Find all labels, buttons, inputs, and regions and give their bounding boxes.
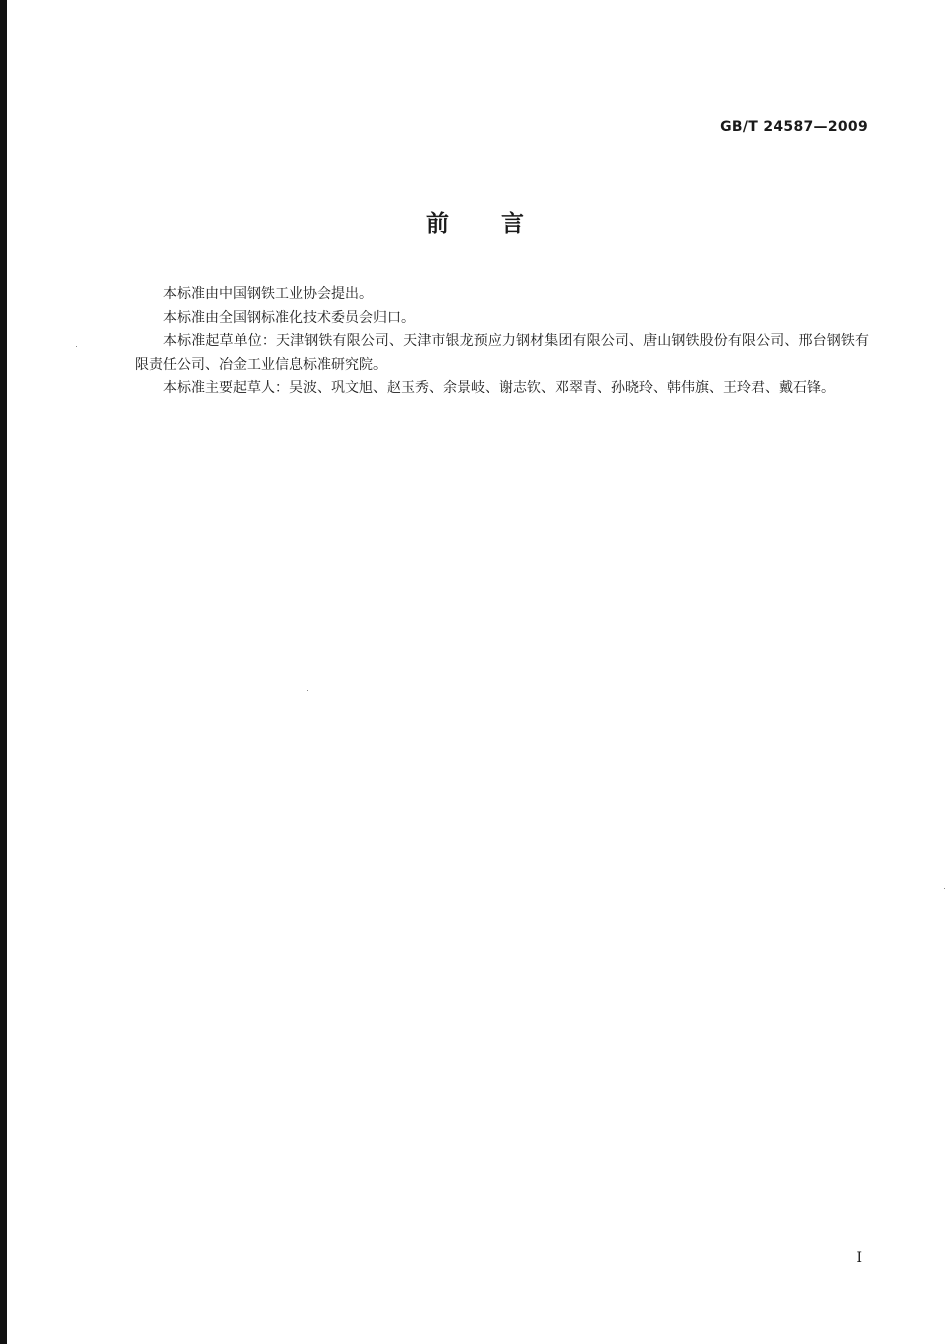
- scan-edge: [0, 0, 7, 1344]
- scan-speck: [76, 346, 77, 347]
- paragraph-committee: 本标准由全国钢标准化技术委员会归口。: [163, 309, 415, 326]
- foreword-body: [135, 283, 869, 401]
- page-number: I: [856, 1250, 862, 1266]
- page-title: 前言: [426, 211, 576, 237]
- scan-speck: [307, 690, 308, 691]
- paragraph-drafting-units: 本标准起草单位：天津钢铁有限公司、天津市银龙预应力钢材集团有限公司、唐山钢铁股份有限公司、邢台钢铁有限责任公司、冶金工业信息标准研究院。: [135, 333, 869, 373]
- scan-speck: [944, 888, 945, 889]
- standard-number: GB/T 24587—2009: [720, 119, 868, 135]
- paragraph-drafters: 本标准主要起草人：吴波、巩文旭、赵玉秀、余景岐、谢志钦、邓翠青、孙晓玲、韩伟旗、王玲君、戴石锋。: [163, 380, 835, 396]
- paragraph-proposer: 本标准由中国钢铁工业协会提出。: [163, 286, 373, 302]
